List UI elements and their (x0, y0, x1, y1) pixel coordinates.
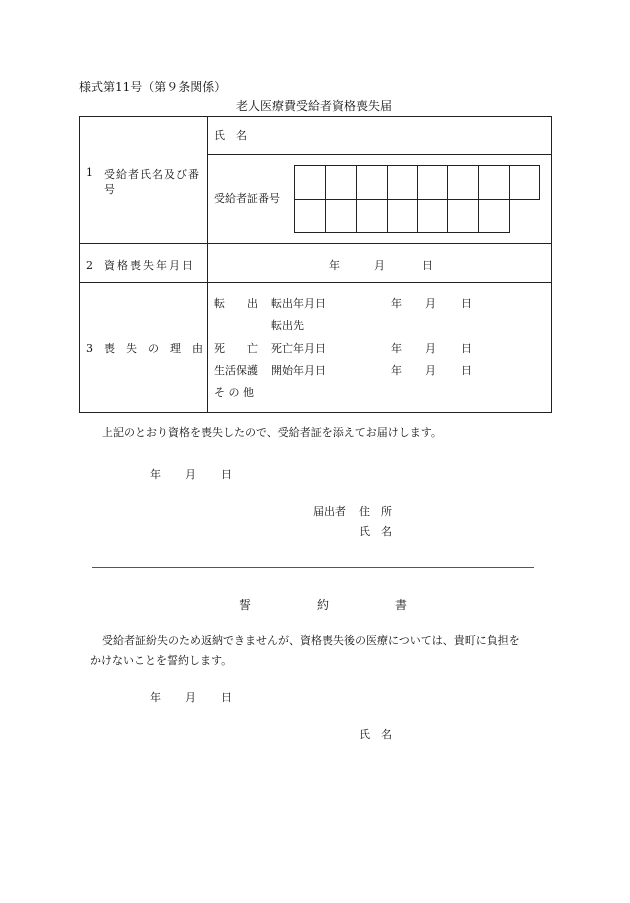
reason-year: 年 (391, 342, 402, 355)
pledge-date-day: 日 (221, 691, 232, 704)
cert-digit-box[interactable] (294, 199, 326, 233)
row1-number: 1 (86, 166, 93, 179)
cert-number-label: 受給者証番号 (214, 192, 280, 205)
notice-text: 上記のとおり資格を喪失したので、受給者証を添えてお届けします。 (102, 426, 442, 439)
notice-date-day: 日 (221, 468, 232, 481)
reason-type: そ の 他 (214, 386, 254, 399)
cert-digit-box[interactable] (356, 199, 388, 233)
reason-sub-label: 転出先 (271, 319, 304, 332)
cert-digit-box[interactable] (294, 165, 326, 200)
cert-digit-box[interactable] (478, 199, 510, 233)
reason-month: 月 (425, 364, 436, 377)
reason-sub-label: 転出年月日 (271, 297, 326, 310)
loss-date-year: 年 (329, 259, 340, 272)
reason-day: 日 (461, 342, 472, 355)
notice-date-year: 年 (150, 468, 161, 481)
loss-date-day: 日 (422, 259, 433, 272)
cert-digit-box[interactable] (325, 199, 357, 233)
pledge-text-line1: 受給者証紛失のため返納できませんが、資格喪失後の医療については、貴町に負担を (102, 634, 520, 647)
row1-label: 受給者氏名及び番号 (104, 168, 200, 196)
reason-sub-label: 開始年月日 (271, 364, 326, 377)
cert-digit-box[interactable] (417, 165, 448, 200)
row3-label: 喪失の理由 (104, 342, 214, 355)
loss-date-month: 月 (374, 259, 385, 272)
document-title: 老人医療費受給者資格喪失届 (236, 99, 393, 113)
reason-year: 年 (391, 364, 402, 377)
cert-digit-box[interactable] (325, 165, 357, 200)
reason-year: 年 (391, 297, 402, 310)
reason-type: 転 出 (214, 297, 258, 310)
cert-digit-box[interactable] (356, 165, 388, 200)
pledge-text-line2: かけないことを誓約します。 (90, 654, 233, 667)
cert-digit-box[interactable] (447, 165, 479, 200)
pledge-title: 誓 約 書 (239, 598, 422, 612)
cert-digit-box[interactable] (417, 199, 448, 233)
row2-label: 資格喪失年月日 (104, 259, 195, 272)
form-number: 様式第11号（第９条関係） (79, 80, 227, 94)
filer-label: 届出者 (313, 505, 346, 518)
row2-number: 2 (86, 259, 93, 272)
filer-address-label: 住 所 (359, 505, 392, 518)
reason-sub-label: 死亡年月日 (271, 342, 326, 355)
reason-type: 生活保護 (214, 364, 258, 377)
name-field-label: 氏 名 (214, 129, 247, 142)
filer-name-label: 氏 名 (359, 525, 392, 538)
pledge-name-label: 氏 名 (359, 728, 392, 741)
reason-type: 死 亡 (214, 342, 258, 355)
cert-digit-box[interactable] (509, 165, 540, 200)
cert-digit-box[interactable] (478, 165, 510, 200)
separator-line (92, 567, 534, 568)
reason-day: 日 (461, 297, 472, 310)
reason-month: 月 (425, 342, 436, 355)
reason-month: 月 (425, 297, 436, 310)
cert-digit-box[interactable] (387, 165, 418, 200)
row3-number: 3 (86, 342, 93, 355)
notice-date-month: 月 (185, 468, 196, 481)
pledge-date-month: 月 (185, 691, 196, 704)
reason-day: 日 (461, 364, 472, 377)
cert-digit-box[interactable] (447, 199, 479, 233)
cert-digit-box[interactable] (387, 199, 418, 233)
pledge-date-year: 年 (150, 691, 161, 704)
